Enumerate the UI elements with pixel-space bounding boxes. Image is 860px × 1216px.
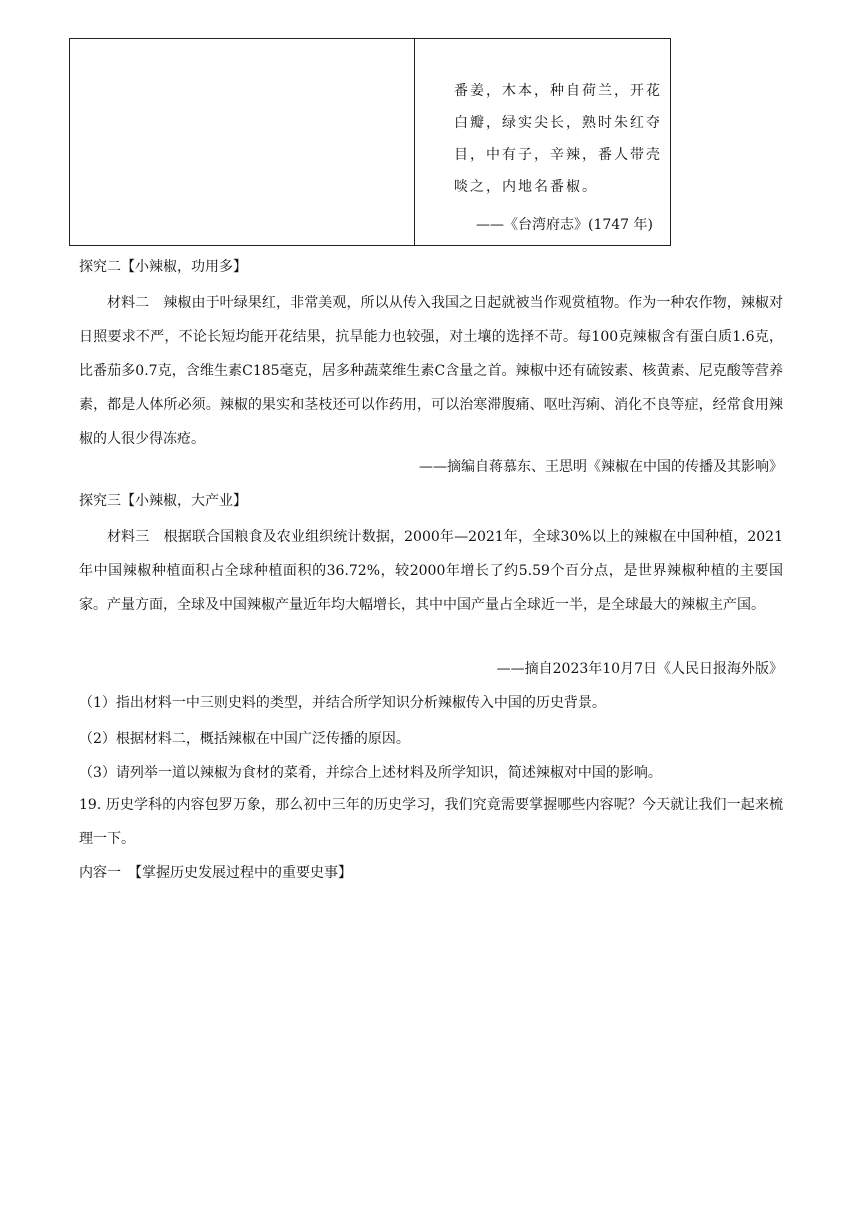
material2-source: ——摘编自蒋慕东、王思明《辣椒在中国的传播及其影响》 — [419, 459, 783, 475]
material2-text: 材料二 辣椒由于叶绿果红，非常美观，所以从传入我国之日起就被当作观赏植物。作为一种农作物，辣椒对日照要求不严，不论长短均能开花结果，抗旱能力也较强，对土壤的选择不苛。每100克辣椒含有蛋白质1.6克，比番茄多0.7克，含维生素C185毫克，居多种蔬菜维生素C含量之首。辣椒中还有硫铵素、核黄素、尼克酸等营养素，都是人体所必须。辣椒的果实和茎枝还可以作药用，可以治寒滞腹痛、呕吐泻痢、消化不良等症，经常食用辣椒的人很少得冻疮。 — [79, 295, 783, 447]
question-2: （2）根据材料二，概括辣椒在中国广泛传播的原因。 — [79, 731, 410, 747]
taiwan-gazetteer-quote: 番姜，木本，种自荷兰，开花白瓣，绿实尖长，熟时朱红夺目，中有子，辛辣，番人带壳啖之，内地名番椒。 — [454, 83, 662, 195]
question-3: （3）请列举一道以辣椒为食材的菜肴，并综合上述材料及所学知识，简述辣椒对中国的影响。 — [79, 765, 662, 781]
material3-source: ——摘自2023年10月7日《人民日报海外版》 — [496, 661, 783, 677]
table-cell-right — [426, 75, 662, 233]
question-1: （1）指出材料一中三则史料的类型，并结合所学知识分析辣椒传入中国的历史背景。 — [79, 695, 606, 711]
taiwan-gazetteer-source: ——《台湾府志》(1747 年) — [476, 217, 654, 233]
table-divider — [414, 39, 415, 245]
section3-heading: 探究三【小辣椒，大产业】 — [79, 493, 247, 509]
content-1-heading: 内容一 【掌握历史发展过程中的重要史事】 — [79, 865, 352, 881]
material3-text: 材料三 根据联合国粮食及农业组织统计数据，2000年—2021年，全球30%以上的辣椒在中国种植，2021年中国辣椒种植面积占全球种植面积的36.72%，较2000年增长了约5.59个百分点，是世界辣椒种植的主要国家。产量方面，全球及中国辣椒产量近年均大幅增长，其中中国产量占全球近一半，是全球最大的辣椒主产国。 — [79, 529, 783, 613]
material-table — [69, 38, 671, 246]
section2-heading: 探究二【小辣椒，功用多】 — [79, 259, 247, 275]
question-19-text: 19. 历史学科的内容包罗万象，那么初中三年的历史学习，我们究竟需要掌握哪些内容呢？今天就让我们一起来梳理一下。 — [79, 797, 783, 847]
